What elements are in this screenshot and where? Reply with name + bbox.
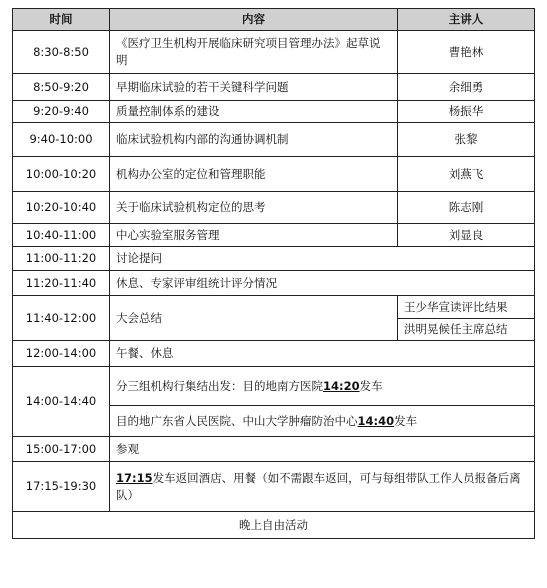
row-time: 8:50-9:20: [13, 74, 110, 101]
header-time: 时间: [13, 9, 110, 31]
departure-time: 14:40: [357, 413, 395, 428]
table-row: [13, 437, 535, 462]
row-speaker: 余细勇: [398, 74, 535, 101]
row-content: 大会总结: [110, 296, 398, 341]
table-row: [13, 31, 535, 74]
row-content: 讨论提问: [110, 247, 535, 271]
content-text: 目的地广东省人民医院、中山大学肿瘤防治中心: [116, 413, 358, 428]
row-time: 11:40-12:00: [13, 296, 110, 341]
row-speaker: 曹艳林: [398, 31, 535, 74]
row-time: 17:15-19:30: [13, 462, 110, 512]
row-content: 关于临床试验机构定位的思考: [110, 192, 398, 224]
row-time: 14:00-14:40: [13, 367, 110, 437]
row-content: 休息、专家评审组统计评分情况: [110, 271, 535, 296]
table-row: [13, 192, 535, 224]
footer-row: [13, 512, 535, 539]
row-content: 《医疗卫生机构开展临床研究项目管理办法》起草说明: [110, 31, 398, 74]
table-row: [13, 101, 535, 123]
row-content: [110, 406, 535, 437]
row-time: 9:40-10:00: [13, 123, 110, 157]
table-row: [13, 123, 535, 157]
row-time: 10:40-11:00: [13, 224, 110, 247]
row-content: 临床试验机构内部的沟通协调机制: [110, 123, 398, 157]
row-time: 11:00-11:20: [13, 247, 110, 271]
row-content: 参观: [110, 437, 535, 462]
row-content: 早期临床试验的若干关键科学问题: [110, 74, 398, 101]
row-content: [110, 367, 535, 406]
table-row: [13, 296, 535, 319]
row-time: 10:00-10:20: [13, 157, 110, 192]
header-row: [13, 9, 535, 31]
row-time: 11:20-11:40: [13, 271, 110, 296]
row-speaker: 杨振华: [398, 101, 535, 123]
table-row: [13, 247, 535, 271]
row-speaker: 张黎: [398, 123, 535, 157]
row-content: 质量控制体系的建设: [110, 101, 398, 123]
header-content: 内容: [110, 9, 398, 31]
row-speaker: 刘燕飞: [398, 157, 535, 192]
content-text: 发车: [359, 378, 383, 393]
row-sub-item: 洪明晃候任主席总结: [398, 319, 535, 341]
row-content: 机构办公室的定位和管理职能: [110, 157, 398, 192]
row-time: 9:20-9:40: [13, 101, 110, 123]
row-sub-item: 王少华宣读评比结果: [398, 296, 535, 319]
row-content: 中心实验室服务管理: [110, 224, 398, 247]
table-row: [13, 341, 535, 367]
footer-note: 晚上自由活动: [13, 512, 535, 539]
row-content: 午餐、休息: [110, 341, 535, 367]
row-time: 12:00-14:00: [13, 341, 110, 367]
content-text: 发车: [394, 413, 418, 428]
row-speaker: 陈志刚: [398, 192, 535, 224]
row-time: 8:30-8:50: [13, 31, 110, 74]
row-speaker: 刘显良: [398, 224, 535, 247]
table-row: [13, 462, 535, 512]
row-time: 10:20-10:40: [13, 192, 110, 224]
row-time: 15:00-17:00: [13, 437, 110, 462]
table-row: [13, 74, 535, 101]
content-text: 发车返回酒店、用餐（如不需跟车返回，可与每组带队工作人员报备后离队）: [116, 470, 521, 502]
departure-time: 14:20: [323, 378, 360, 393]
content-text: 分三组机构行集结出发：目的地南方医院: [116, 378, 323, 393]
table-row: [13, 224, 535, 247]
table-row: [13, 367, 535, 406]
schedule-table: [12, 8, 535, 539]
table-row: [13, 157, 535, 192]
table-row: [13, 271, 535, 296]
departure-time: 17:15: [116, 470, 153, 485]
header-speaker: 主讲人: [398, 9, 535, 31]
row-content: [110, 462, 535, 512]
